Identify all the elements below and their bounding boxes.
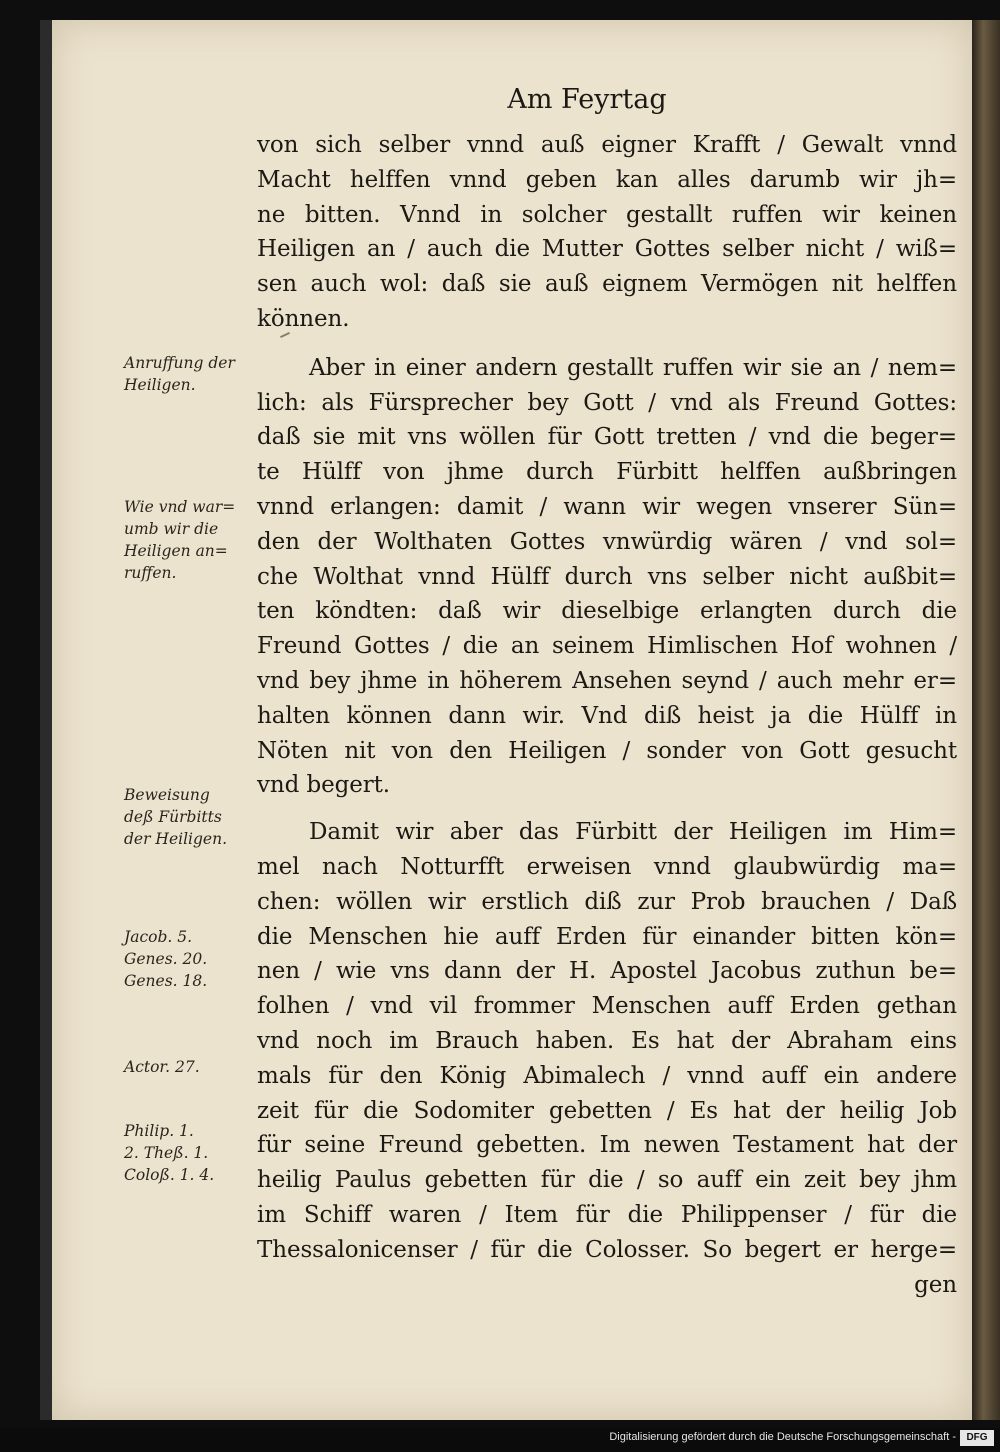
text-line: che Wolthat vnnd Hülff durch vns selber nicht außbit= bbox=[257, 563, 957, 590]
paragraph-1 bbox=[257, 128, 957, 337]
margin-note-jacob bbox=[124, 926, 264, 992]
margin-note-line: Philip. 1. bbox=[124, 1122, 194, 1140]
margin-note-line: Anruffung der bbox=[124, 354, 235, 372]
margin-note-line: Actor. 27. bbox=[124, 1058, 200, 1076]
text-line: die Menschen hie auff Erden für einander bitten kön= bbox=[257, 923, 957, 950]
text-line: mals für den König Abimalech / vnnd auff ein andere bbox=[257, 1062, 957, 1089]
margin-note-wie-vnd-warumb bbox=[124, 496, 264, 584]
text-line: vnnd erlangen: damit / wann wir wegen vnserer Sün= bbox=[257, 493, 957, 520]
text-line: te Hülff von jhme durch Fürbitt helffen außbringen bbox=[257, 459, 957, 486]
text-line: lich: als Fürsprecher bey Gott / vnd als Freund Gottes: bbox=[257, 389, 957, 416]
running-head: Am Feyrtag bbox=[507, 84, 667, 115]
text-line: für seine Freund gebetten. Im newen Testament hat der bbox=[257, 1132, 957, 1159]
margin-note-anruffung bbox=[124, 352, 264, 396]
text-line: ne bitten. Vnnd in solcher gestallt ruffen wir keinen bbox=[257, 201, 957, 228]
margin-note-line: Genes. 18. bbox=[124, 972, 208, 990]
margin-note-line: Genes. 20. bbox=[124, 950, 208, 968]
text-line: den der Wolthaten Gottes vnwürdig wären / vnd sol= bbox=[257, 528, 957, 555]
text-line: folhen / vnd vil frommer Menschen auff Erden gethan bbox=[257, 993, 957, 1020]
catchword: gen bbox=[914, 1271, 957, 1298]
text-line: halten können dann wir. Vnd diß heist ja die Hülff in bbox=[257, 702, 957, 729]
text-line: vnd bey jhme in höherem Ansehen seynd / auch mehr er= bbox=[257, 667, 957, 694]
margin-note-line: Heiligen an= bbox=[124, 542, 228, 560]
text-line: Aber in einer andern gestallt ruffen wir sie an / nem= bbox=[309, 354, 957, 381]
text-line: von sich selber vnnd auß eigner Krafft / Gewalt vnnd bbox=[257, 132, 957, 158]
page-fore-edge bbox=[972, 20, 1000, 1420]
text-line: vnd noch im Brauch haben. Es hat der Abraham eins bbox=[257, 1027, 957, 1054]
text-line: Freund Gottes / die an seinem Himlischen Hof wohnen / bbox=[257, 633, 957, 660]
margin-note-line: deß Fürbitts bbox=[124, 808, 222, 826]
scan-left-border bbox=[40, 20, 52, 1420]
dfg-logo-icon: DFG bbox=[960, 1430, 994, 1446]
main-text bbox=[257, 128, 957, 1302]
margin-note-actor bbox=[124, 1056, 264, 1078]
text-line: vnd begert. bbox=[257, 772, 390, 799]
margin-note-line: Coloß. 1. 4. bbox=[124, 1166, 215, 1184]
text-line: zeit für die Sodomiter gebetten / Es hat der heilig Job bbox=[257, 1097, 957, 1124]
text-line: mel nach Notturfft erweisen vnnd glaubwürdig ma= bbox=[257, 853, 957, 880]
text-line: chen: wöllen wir erstlich diß zur Prob brauchen / Daß bbox=[257, 888, 957, 915]
margin-note-line: umb wir die bbox=[124, 520, 219, 538]
margin-note-beweisung bbox=[124, 784, 264, 850]
text-line: Macht helffen vnnd geben kan alles darumb wir jh= bbox=[257, 166, 957, 193]
text-line: Nöten nit von den Heiligen / sonder von Gott gesucht bbox=[257, 737, 957, 764]
text-line: sen auch wol: daß sie auß eignem Vermögen nit helffen bbox=[257, 271, 957, 298]
paragraph-3 bbox=[257, 815, 957, 1302]
margin-note-line: Jacob. 5. bbox=[124, 928, 193, 946]
text-line: im Schiff waren / Item für die Philippenser / für die bbox=[257, 1201, 957, 1228]
margin-note-line: ruffen. bbox=[124, 564, 177, 582]
text-line: Thessalonicenser / für die Colosser. So begert er herge= bbox=[257, 1236, 957, 1263]
margin-note-philip bbox=[124, 1120, 264, 1186]
footer-credit: Digitalisierung gefördert durch die Deutsche Forschungsgemeinschaft - bbox=[609, 1431, 956, 1443]
margin-note-line: Beweisung bbox=[124, 786, 210, 804]
margin-note-line: 2. Theß. 1. bbox=[124, 1144, 209, 1162]
text-line: können. bbox=[257, 305, 350, 332]
margin-note-line: Heiligen. bbox=[124, 376, 196, 394]
text-line: Damit wir aber das Fürbitt der Heiligen im Him= bbox=[309, 819, 957, 846]
text-line: ten köndten: daß wir dieselbige erlangten durch die bbox=[257, 598, 957, 625]
paragraph-2 bbox=[257, 351, 957, 803]
margin-note-line: Wie vnd war= bbox=[124, 498, 236, 516]
book-page bbox=[52, 20, 972, 1420]
text-line: nen / wie vns dann der H. Apostel Jacobus zuthun be= bbox=[257, 958, 957, 985]
text-line: Heiligen an / auch die Mutter Gottes selber nicht / wiß= bbox=[257, 236, 957, 263]
margin-note-line: der Heiligen. bbox=[124, 830, 227, 848]
text-line: heilig Paulus gebetten für die / so auff ein zeit bey jhm bbox=[257, 1167, 957, 1194]
text-line: daß sie mit vns wöllen für Gott tretten / vnd die beger= bbox=[257, 424, 957, 451]
